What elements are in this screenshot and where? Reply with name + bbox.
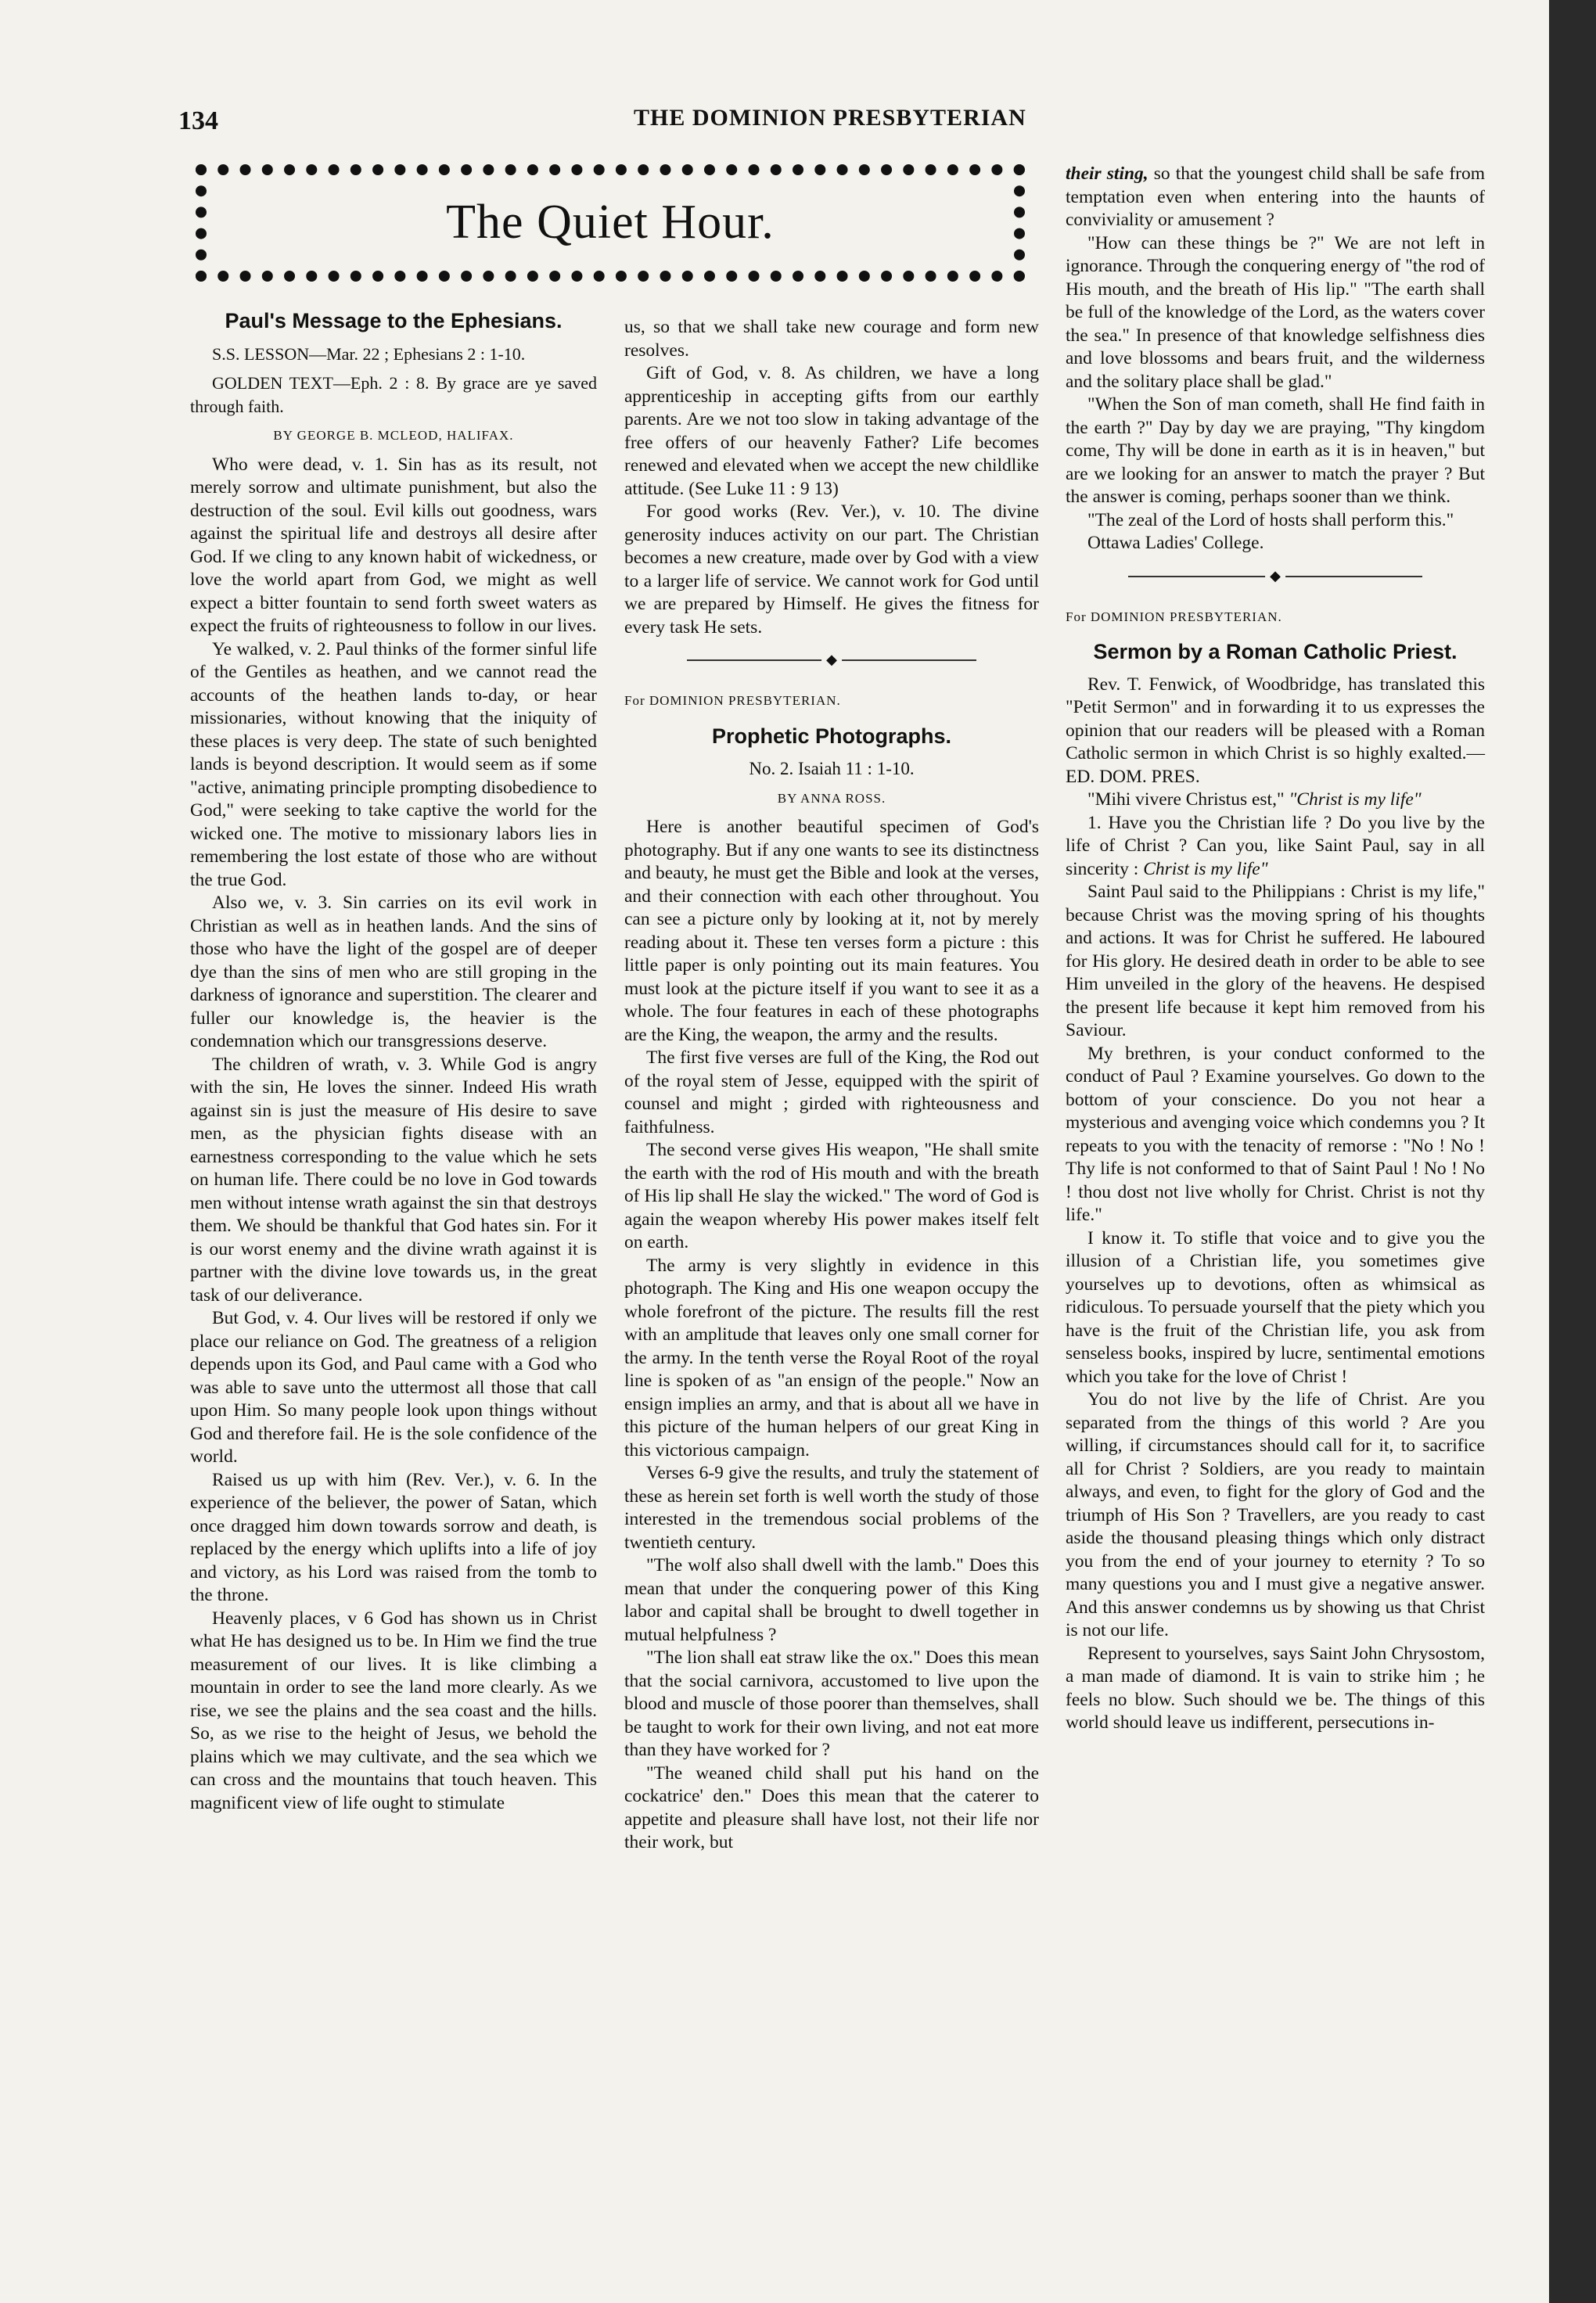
paragraph: Represent to yourselves, says Saint John Chrysostom, a man made of diamond. It is vain to strike him ; he feels no blow. Such should we be. The things of this world should leave us indifferent, persecutions in- bbox=[1066, 1643, 1485, 1733]
article3-title: Sermon by a Roman Catholic Priest. bbox=[1093, 640, 1458, 663]
article2-byline: BY ANNA ROSS. bbox=[777, 790, 886, 806]
article1-byline: BY GEORGE B. MCLEOD, HALIFAX. bbox=[273, 428, 514, 443]
column-3 bbox=[1066, 163, 1485, 1735]
article1-golden-text: GOLDEN TEXT—Eph. 2 : 8. By grace are ye saved through faith. bbox=[190, 373, 597, 416]
paragraph: Verses 6-9 give the results, and truly the statement of these as herein set forth is well worth the study of those interested in the tremendous social problems of the twentieth century. bbox=[624, 1463, 1039, 1553]
lead-rest: so that the youngest child shall be safe from temptation even when entering into the haunts of conviviality or amusement ? bbox=[1066, 163, 1485, 230]
article1-title: Paul's Message to the Ephesians. bbox=[225, 309, 563, 332]
paragraph bbox=[1066, 812, 1485, 882]
paragraph: Here is another beautiful specimen of God's photography. But if any one wants to see its distinctness and beauty, he must get the Bible and look at the verses, and their connection with each other throughout. You can see a picture only by looking at it, not by merely reading about it. These ten verses form a picture : this little paper is only pointing out its main features. You must look at the picture itself if you want to see it as a whole. The four features in each of these photographs are the King, the weapon, the army and the results. bbox=[624, 817, 1039, 1045]
paragraph: Rev. T. Fenwick, of Woodbridge, has translated this "Petit Sermon" and in forwarding it to us expresses the opinion that our readers will be pleased with a Roman Catholic sermon in which Christ is so highly exalted.—ED. DOM. PRES. bbox=[1066, 674, 1485, 787]
divider bbox=[1128, 576, 1422, 585]
section-title: The Quiet Hour. bbox=[446, 196, 775, 249]
signoff: Ottawa Ladies' College. bbox=[1087, 533, 1264, 553]
scan-edge bbox=[1549, 0, 1596, 2303]
motto-latin: "Mihi vivere Christus est," bbox=[1087, 789, 1285, 810]
paragraph: "When the Son of man cometh, shall He find faith in the earth ?" Day by day we are praying, "Thy kingdom come, Thy will be done in earth as it is in heaven," but are we looking for an answer to match the prayer ? But the answer is coming, perhaps sooner than we think. bbox=[1066, 394, 1485, 507]
paragraph: Raised us up with him (Rev. Ver.), v. 6. In the experience of the believer, the power of Satan, which once dragged him down towards sorrow and death, is replaced by the energy which uplifts into a life of joy and victory, as his Lord was raised from the tomb to the throne. bbox=[190, 1469, 597, 1605]
paragraph bbox=[1066, 789, 1485, 812]
paragraph: Gift of God, v. 8. As children, we have a long apprenticeship in accepting gifts from our earthly parents. Are we not too slow in taking advantage of the free offers of our heavenly Father? Life becomes renewed and elevated when we accept the new childlike attitude. (See Luke 11 : 9 13) bbox=[624, 363, 1039, 499]
paragraph: My brethren, is your conduct conformed to the conduct of Paul ? Examine yourselves. Go down to the bottom of your conscience. Do you not hear a mysterious and avenging voice which condemns you ? It repeats to you with the tenacity of remorse : "No ! No ! Thy life is not conformed to that of Saint Paul ! No ! No ! thou dost not live wholly for Christ. Christ is not thy life." bbox=[1066, 1043, 1485, 1225]
paragraph: Saint Paul said to the Philippians : Christ is my life," because Christ was the moving spring of his thoughts and actions. It was for Christ he suffered. He laboured for His glory. He desired death in order to be able to see Him unveiled in the glory of the heavens. He despised the present life because it kept him removed from his Saviour. bbox=[1066, 882, 1485, 1040]
q1-italic: Christ is my life" bbox=[1143, 858, 1268, 879]
paragraph: But God, v. 4. Our lives will be restored if only we place our reliance on God. The greatness of a religion depends upon its God, and Paul came with a God who was able to save unto the uttermost all those that call upon Him. So many people look upon things without God and therefore fail. He is the sole confidence of the world. bbox=[190, 1308, 597, 1467]
italic-lead: their sting, bbox=[1066, 163, 1148, 184]
article1-lesson: S.S. LESSON—Mar. 22 ; Ephesians 2 : 1-10. bbox=[212, 343, 526, 364]
paragraph: Ye walked, v. 2. Paul thinks of the former sinful life of the Gentiles as heathen, and we cannot read the accounts of the heathen lands to-day, or hear missionaries, without knowing that the iniquity of these places is very deep. The state of such benighted lands is beyond description. It would seem as if some "active, animating principle prompting disobedience to God," were seeking to take captive the world for the wicked one. The motive to missionary labors lies in remembering the lost estate of those who are without the true God. bbox=[190, 638, 597, 890]
paragraph bbox=[1066, 163, 1485, 232]
paragraph: "The wolf also shall dwell with the lamb." Does this mean that under the conquering power of this King labor and capital shall be brought to dwell together in mutual helpfulness ? bbox=[624, 1555, 1039, 1645]
paragraph: For good works (Rev. Ver.), v. 10. The divine generosity induces activity on our part. The Christian becomes a new creature, made over by God with a view to a larger life of service. We cannot work for God until we are prepared by Himself. He gives the fitness for every task He sets. bbox=[624, 501, 1039, 638]
section-banner bbox=[196, 164, 1025, 282]
paragraph: Who were dead, v. 1. Sin has as its result, not merely sorrow and ultimate punishment, but also the destruction of the soul. Evil kills out goodness, wars against the spiritual life and destroys all desire after God. If we cling to any known habit of wickedness, or love the world apart from God, we might as well expect a bitter fountain to send forth sweet waters as expect the fruits of righteousness to follow in our lives. bbox=[190, 454, 597, 636]
paragraph: "The zeal of the Lord of hosts shall perform this." bbox=[1087, 509, 1454, 530]
paragraph: The second verse gives His weapon, "He shall smite the earth with the rod of His mouth and with the breath of His lip shall He slay the wicked." The word of God is again the weapon whereby His power makes itself felt on earth. bbox=[624, 1140, 1039, 1252]
paragraph: "The lion shall eat straw like the ox." Does this mean that the social carnivora, accustomed to live upon the blood and muscle of those poorer than themselves, shall be taught to work for their own living, and not eat more than they have worked for ? bbox=[624, 1647, 1039, 1760]
article2-for-label: For DOMINION PRESBYTERIAN. bbox=[624, 693, 841, 708]
paragraph: Also we, v. 3. Sin carries on its evil work in Christian as well as in heathen lands. And the sins of those who have the light of the gospel are of deeper dye than the sins of men who are still groping in the darkness of ignorance and superstition. The clearer and fuller our knowledge is, the heavier is the condemnation which our transgressions deserve. bbox=[190, 893, 597, 1051]
paragraph: "How can these things be ?" We are not left in ignorance. Through the conquering energy of "the rod of His mouth, and the breath of His lip." "The earth shall be full of the knowledge of the Lord, as the waters cover the sea." In presence of that knowledge selfishness dies and love blossoms and bears fruit, and the wilderness and the solitary place shall be glad." bbox=[1066, 232, 1485, 392]
paragraph: us, so that we shall take new courage and form new resolves. bbox=[624, 317, 1039, 361]
paragraph: You do not live by the life of Christ. Are you separated from the things of this world ? Are you willing, if circumstances should call for it, to sacrifice all for Christ ? Soldiers, are you ready to maintain always, and even, to fight for the glory of God and the triumph of His Son ? Travellers, are you ready to cast aside the thousand pleasing things which only distract you from the end of your journey to eternity ? To so many questions you and I must give a negative answer. And this answer condemns us by showing us that Christ is not our life. bbox=[1066, 1389, 1485, 1640]
paragraph: The first five verses are full of the King, the Rod out of the royal stem of Jesse, equipped with the spirit of counsel and might ; girded with righteousness and faithfulness. bbox=[624, 1047, 1039, 1137]
page-number: 134 bbox=[178, 106, 218, 135]
article2-subhead: No. 2. Isaiah 11 : 1-10. bbox=[749, 759, 915, 778]
column-1 bbox=[190, 310, 597, 1815]
column-2 bbox=[624, 316, 1039, 1855]
divider bbox=[687, 659, 976, 669]
paragraph: "The weaned child shall put his hand on the cockatrice' den." Does this mean that the caterer to appetite and pleasure shall have lost, not their life nor their work, but bbox=[624, 1762, 1039, 1852]
article3-for-label: For DOMINION PRESBYTERIAN. bbox=[1066, 609, 1282, 624]
paragraph: The children of wrath, v. 3. While God is angry with the sin, He loves the sinner. Indeed His wrath against sin is just the measure of His desire to save men, as the physician fights disease with an earnestness corresponding to the value which he sets on human life. There could be no love in God towards men without intense wrath against the sin that destroys them. We should be thankful that God hates sin. For it is our worst enemy and the divine wrath against it is partner with the divine love towards us, in the great task of our deliverance. bbox=[190, 1054, 597, 1306]
motto-translation: "Christ is my life" bbox=[1289, 789, 1422, 810]
paragraph: The army is very slightly in evidence in this photograph. The King and His one weapon occupy the whole forefront of the picture. The results fill the rest with an amplitude that leaves only one small corner for the army. In the tenth verse the Royal Root of the royal line is spoken of as "an ensign of the people." Now an ensign implies an army, and that is about all we have in this picture of the human helpers of our great King in this victorious campaign. bbox=[624, 1255, 1039, 1460]
running-head: THE DOMINION PRESBYTERIAN bbox=[634, 105, 1026, 131]
q1-text: 1. Have you the Christian life ? Do you live by the life of Christ ? Can you, like Saint Paul, say in all sincerity : bbox=[1066, 812, 1485, 879]
paragraph: Heavenly places, v 6 God has shown us in Christ what He has designed us to be. In Him we find the true measurement of our lives. It is like climbing a mountain in order to see the land more clearly. As we rise, we see the plains and the sea coast and the hills. So, as we rise to the height of Jesus, we behold the plains which we may cultivate, and the sea which we can cross and the mountains that touch heaven. This magnificent view of life ought to stimulate bbox=[190, 1608, 597, 1813]
paragraph: I know it. To stifle that voice and to give you the illusion of a Christian life, you sometimes give yourselves up to devotions, often as whimsical as ridiculous. To persuade yourself that the piety which you have is the fruit of the Christian life, you ask from senseless books, inspired by lucre, sentimental emotions which you take for the love of Christ ! bbox=[1066, 1227, 1485, 1387]
article2-title: Prophetic Photographs. bbox=[711, 724, 952, 748]
